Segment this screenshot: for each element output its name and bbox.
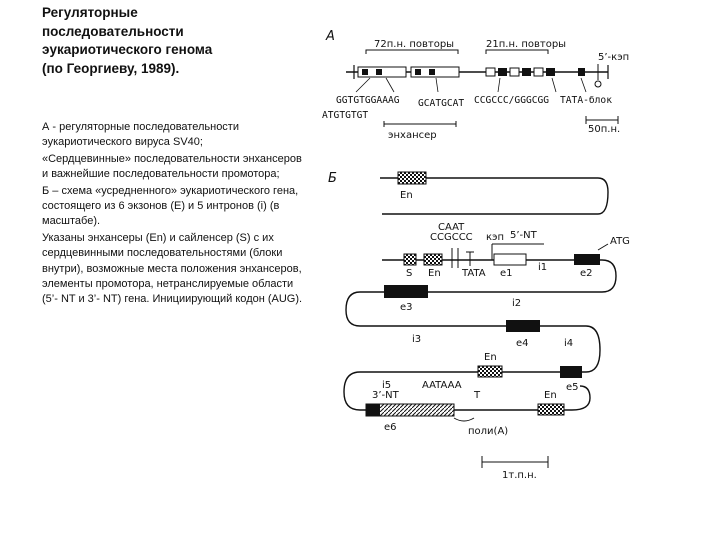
- seq-gcatgcat: GCATGCAT: [418, 98, 465, 109]
- enhancer-label: энхансер: [388, 130, 437, 141]
- enhancer-block-bottom: [538, 404, 564, 415]
- atg-label: ATG: [610, 236, 630, 247]
- repeats-72-label: 72п.н. повторы: [374, 39, 455, 50]
- enhancer-block-mid: [424, 254, 442, 265]
- description-line-legend: Указаны энхансеры (En) и сайленсер (S) с их сердцевинными последовательностями (блоки внутри), возможные места положения энхансеров, элементы промотора, нетранслируемые области (5’- NT и 3’- NT) гена. Инициирующий кодон (AUG).: [42, 231, 303, 306]
- caat-label: CAAT: [438, 222, 465, 233]
- description-line-a: А - регуляторные последовательности эукариотического вируса SV40;: [42, 121, 239, 149]
- e3-label: e3: [400, 302, 413, 313]
- panel-b: [328, 171, 630, 481]
- seq-ccgccc: CCGCCC/GGGCGG: [474, 95, 550, 106]
- panel-a-letter: А: [326, 29, 335, 44]
- nt3-label: 3’-NT: [372, 390, 399, 401]
- panel-a: [322, 29, 629, 141]
- description: [42, 120, 307, 309]
- nt5-label: 5’-NT: [510, 230, 537, 241]
- exon-e5: [560, 366, 582, 378]
- e4-label: e4: [516, 338, 529, 349]
- repeats-21-bracket: [486, 50, 548, 54]
- e6-label: e6: [384, 422, 397, 433]
- exon-e2: [574, 254, 600, 265]
- scale-50bp-label: 50п.н.: [588, 124, 621, 135]
- tata-box-mark: [578, 68, 585, 76]
- en-label-top: En: [400, 190, 413, 201]
- slide-title: Регуляторные последовательности эукариотического генома (по Георгиеву, 1989).: [42, 5, 213, 76]
- e2-label: e2: [580, 268, 593, 279]
- seq-atgtgtgt: ATGTGTGT: [322, 110, 369, 121]
- scale-1kb-label: 1т.п.н.: [502, 470, 537, 481]
- tata-block-label: TATA-блок: [560, 95, 612, 106]
- enhancer-block-top: [398, 172, 426, 184]
- cap-label-b: кэп: [486, 232, 505, 243]
- silencer-block: [404, 254, 416, 265]
- en-label-mid: En: [428, 268, 441, 279]
- ccgccc-label: CCGCCC: [430, 232, 473, 243]
- e1-label: e1: [500, 268, 513, 279]
- exon-e1: [494, 254, 526, 265]
- i5-label: i5: [382, 380, 392, 391]
- cap-site-marker: [595, 81, 601, 87]
- repeats-72-bracket: [366, 50, 458, 54]
- panel-b-letter: Б: [328, 171, 337, 186]
- exon-e4: [506, 320, 540, 332]
- polya-label: поли(А): [468, 426, 509, 437]
- en-label-bottom: En: [544, 390, 557, 401]
- en-label-row5: En: [484, 352, 497, 363]
- tata-label-b: TATA: [462, 268, 486, 279]
- t-label: T: [474, 390, 481, 401]
- i1-label: i1: [538, 262, 548, 273]
- description-line-b: Б – схема «усредненного» эукариотического гена, состоящего из 6 экзонов (Е) и 5 интронов (i) (в масштабе).: [42, 184, 299, 228]
- e5-label: e5: [566, 382, 579, 393]
- i2-label: i2: [512, 298, 522, 309]
- i4-label: i4: [564, 338, 574, 349]
- s-label: S: [406, 268, 413, 279]
- i3-label: i3: [412, 334, 422, 345]
- description-line-core: «Сердцевинные» последовательности энхансеров и важнейшие последовательности промотора;: [42, 152, 302, 181]
- seq-ggtgtggaaag: GGTGTGGAAAG: [336, 95, 400, 106]
- exon-e3: [384, 285, 428, 298]
- enhancer-block-row5: [478, 366, 502, 377]
- aataaa-label: AATAAA: [422, 380, 462, 391]
- gene-regulation-figure: [316, 0, 636, 500]
- promoter-elements: [452, 248, 474, 268]
- cap-label-a: 5’-кэп: [598, 52, 630, 63]
- repeats-21-label: 21п.н. повторы: [486, 39, 567, 50]
